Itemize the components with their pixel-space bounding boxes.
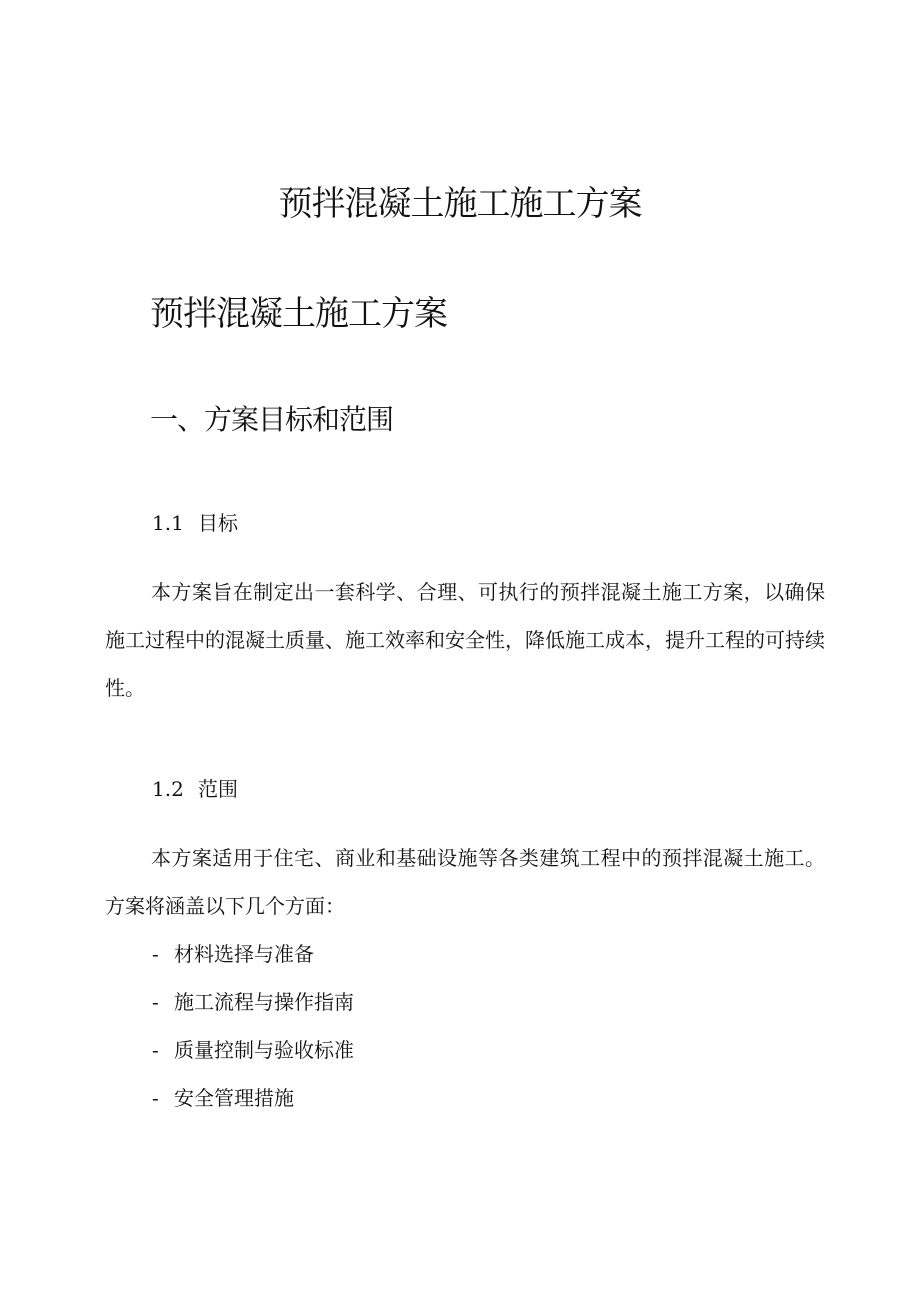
list-item <box>152 930 354 978</box>
list-item-text: 施工流程与操作指南 <box>174 990 354 1014</box>
scope-paragraph: 本方案适用于住宅、商业和基础设施等各类建筑工程中的预拌混凝土施工。方案将涵盖以下几个方面： <box>105 846 825 918</box>
subsection-1-2-heading <box>152 774 238 804</box>
list-marker: - <box>152 1038 159 1062</box>
subsection-number: 1.2 <box>152 777 184 801</box>
list-item-text: 质量控制与验收标准 <box>174 1038 354 1062</box>
list-marker: - <box>152 990 159 1014</box>
list-item <box>152 1026 354 1074</box>
section-heading: 一、方案目标和范围 <box>150 403 394 436</box>
subsection-title: 范围 <box>198 777 238 801</box>
list-item <box>152 1074 354 1122</box>
subsection-number: 1.1 <box>152 511 184 535</box>
subsection-title: 目标 <box>198 511 238 535</box>
list-item-text: 材料选择与准备 <box>174 942 314 966</box>
subsection-1-1-heading <box>152 508 238 538</box>
document-title: 预拌混凝土施工施工方案 <box>278 184 642 224</box>
list-marker: - <box>152 942 159 966</box>
list-marker: - <box>152 1086 159 1110</box>
list-item-text: 安全管理措施 <box>174 1086 294 1110</box>
document-subtitle: 预拌混凝土施工方案 <box>150 294 447 334</box>
scope-list <box>152 930 354 1122</box>
list-item <box>152 978 354 1026</box>
goal-paragraph: 本方案旨在制定出一套科学、合理、可执行的预拌混凝土施工方案，以确保施工过程中的混凝土质量、施工效率和安全性，降低施工成本，提升工程的可持续性。 <box>105 580 825 700</box>
